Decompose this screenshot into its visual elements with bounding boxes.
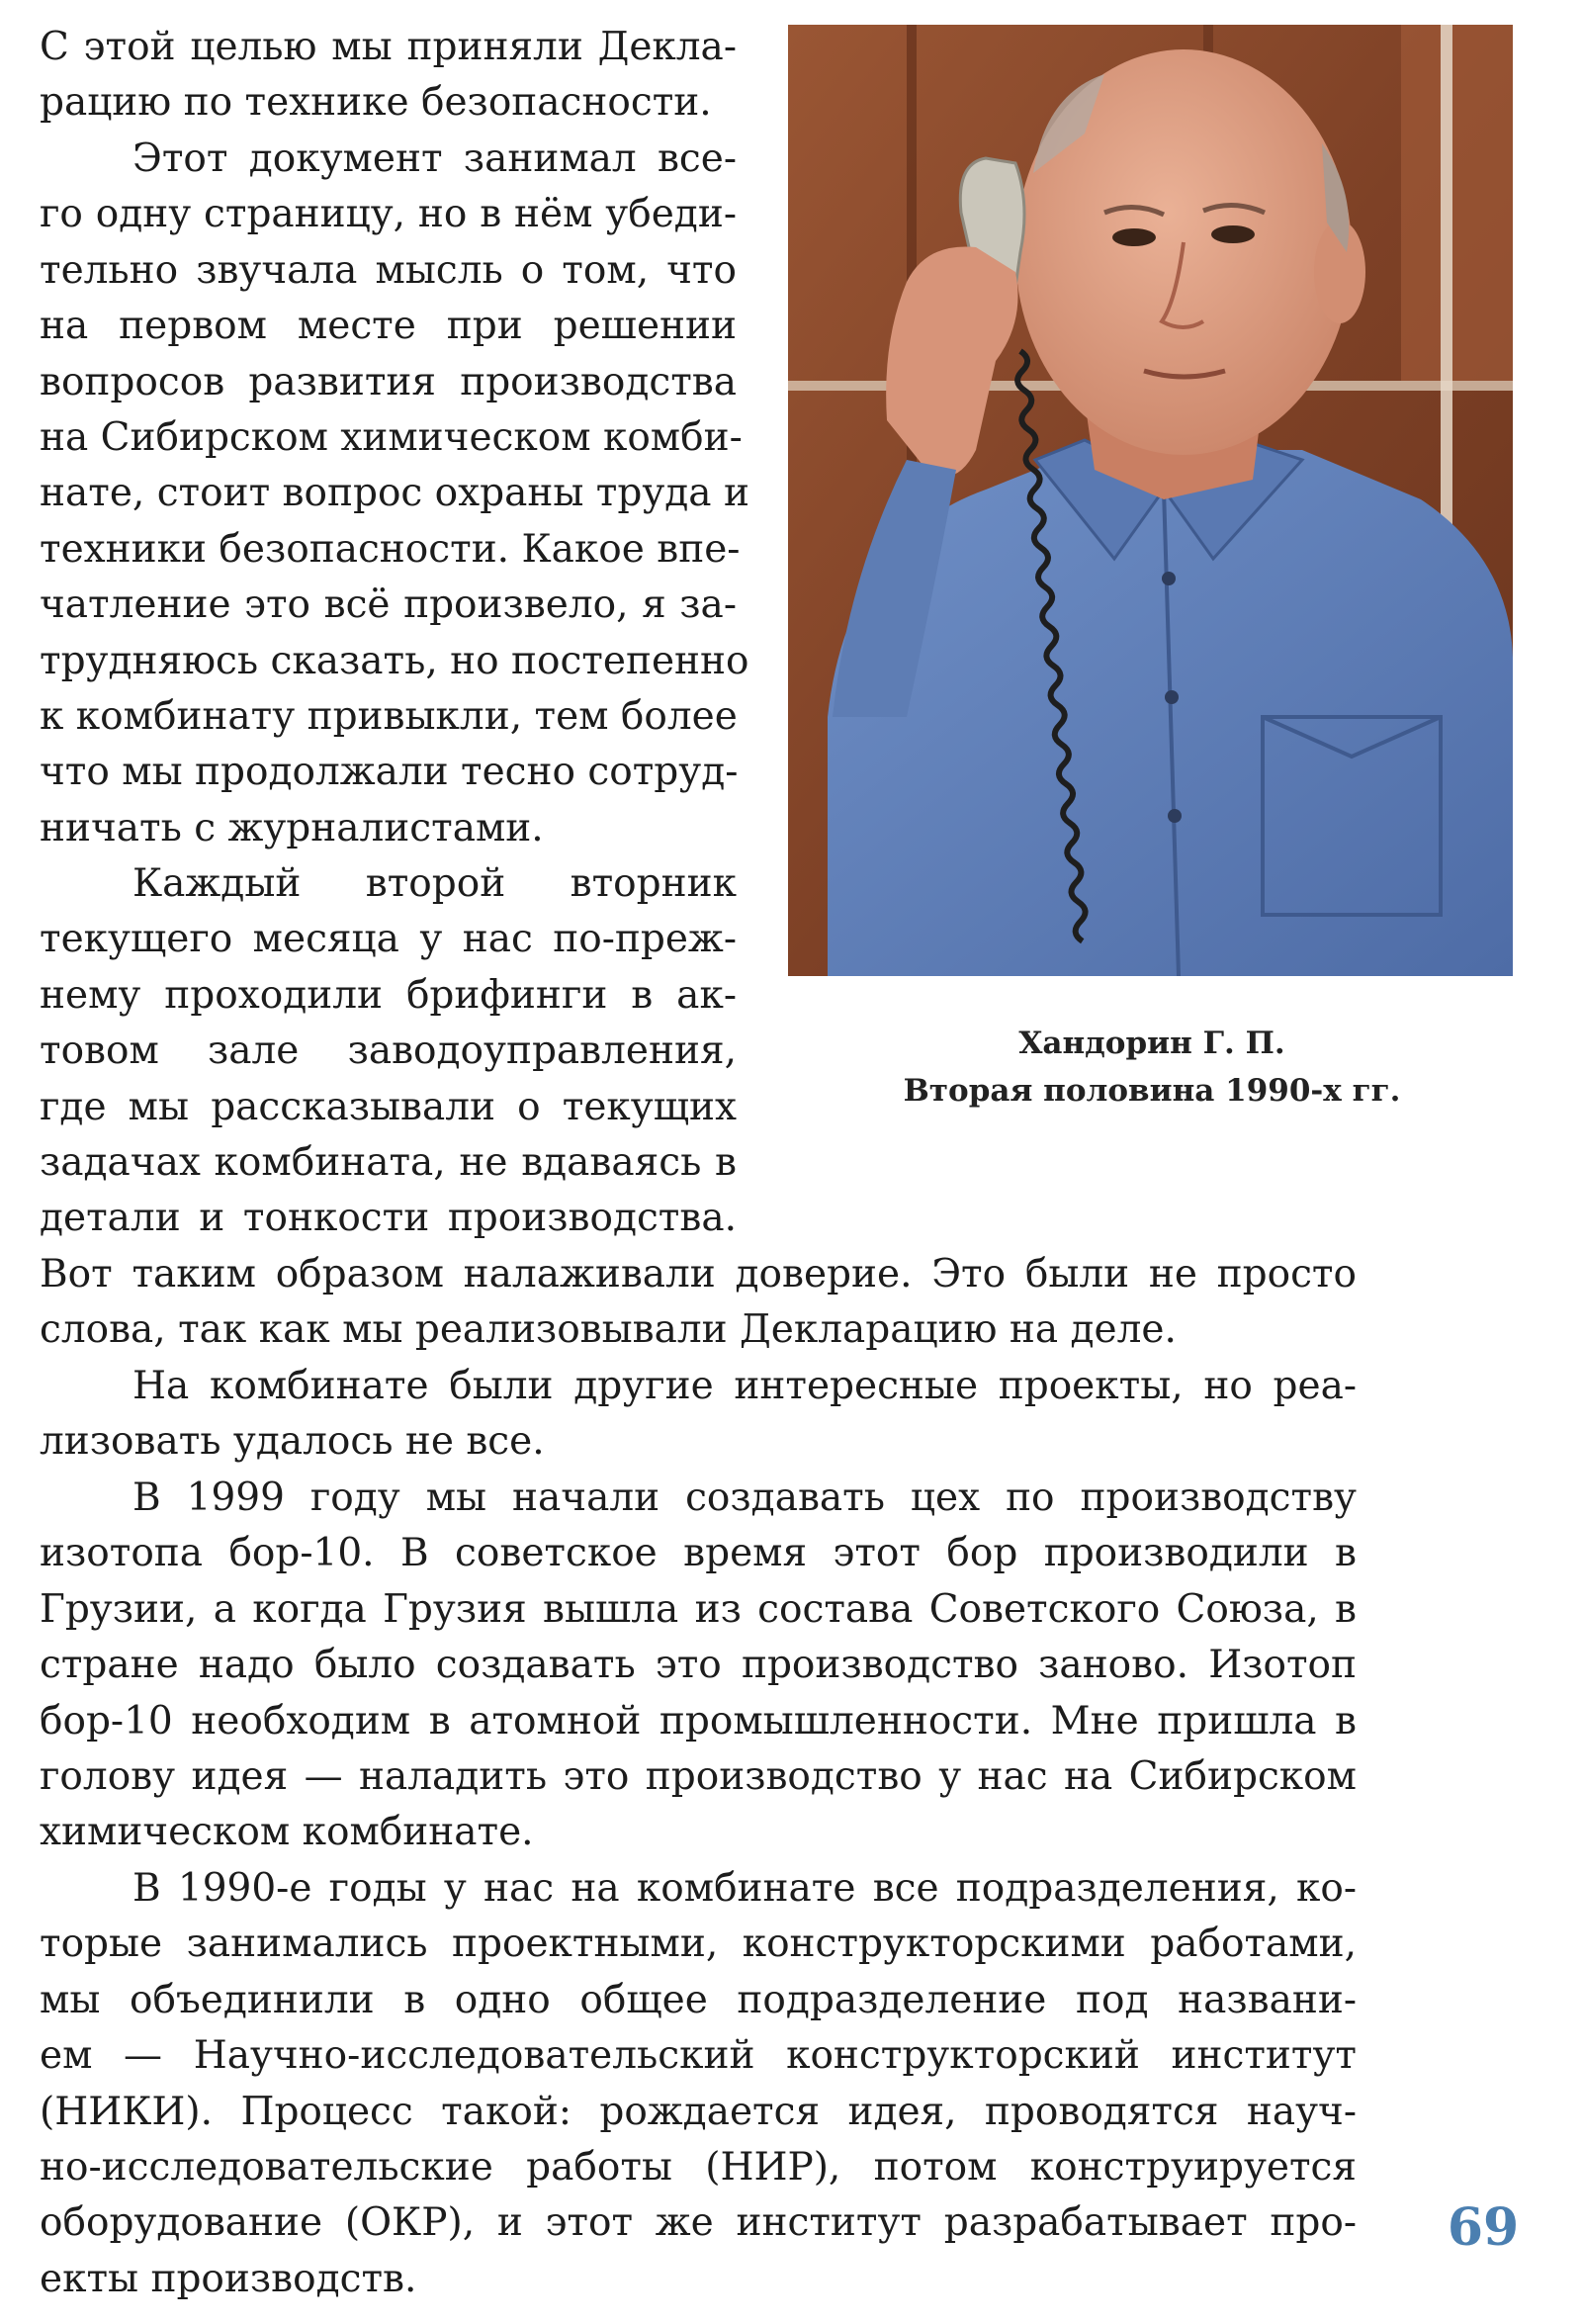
text-line: (НИКИ). Процесс такой: рождается идея, проводятся науч- (40, 2089, 1357, 2134)
text-line: лизовать удалось не все. (40, 1419, 545, 1465)
text-line: Вот таким образом налаживали доверие. Это были не просто (40, 1252, 1357, 1296)
paragraph-6 (40, 1861, 1357, 2307)
text-line: тельно звучала мысль о том, что (40, 247, 737, 293)
text-line: что мы продолжали тесно сотруд- (40, 750, 739, 795)
text-line: торые занимались проектными, конструкторскими работами, (40, 1922, 1357, 1967)
page-number: 69 (1447, 2197, 1520, 2258)
text-line: Грузии, а когда Грузия вышла из состава Советского Союза, в (40, 1586, 1357, 1632)
text-line: На комбинате были другие интересные проекты, но реа- (132, 1364, 1357, 1408)
text-line: С этой целью мы приняли Декла- (40, 25, 737, 69)
text-line: чатление это всё произвело, я за- (40, 582, 737, 628)
text-line: слова, так как мы реализовывали Декларацию на деле. (40, 1307, 1177, 1353)
text-line: трудняюсь сказать, но постепенно (40, 638, 749, 683)
text-line: стране надо было создавать это производство заново. Изотоп (40, 1643, 1357, 1688)
caption-period: Вторая половина 1990-х гг. (903, 1073, 1401, 1109)
text-line: на первом месте при решении (40, 304, 737, 349)
text-line: ничать с журналистами. (40, 805, 544, 850)
text-line: екты производств. (40, 2256, 417, 2301)
text-line: но-исследовательские работы (НИР), потом конструируется (40, 2145, 1357, 2190)
text-line: нате, стоит вопрос охраны труда и (40, 471, 749, 516)
text-line: к комбинату привыкли, тем более (40, 694, 738, 740)
text-line: где мы рассказывали о текущих (40, 1084, 737, 1129)
paragraph-3 (40, 856, 737, 1247)
caption-name: Хандорин Г. П. (1018, 1026, 1285, 1061)
text-line: Этот документ занимал все- (132, 136, 737, 181)
text-line: В 1990-е годы у нас на комбинате все подразделения, ко- (132, 1866, 1357, 1911)
text-line: товом зале заводоуправления, (40, 1028, 737, 1074)
text-line: вопросов развития производства (40, 359, 737, 404)
paragraph-2 (40, 132, 749, 856)
text-line: задачах комбината, не вдаваясь в (40, 1140, 737, 1186)
text-line: изотопа бор-10. В советское время этот бор производили в (40, 1531, 1357, 1576)
text-line: рацию по технике безопасности. (40, 80, 712, 126)
photo-caption (826, 1020, 1478, 1115)
text-line: мы объединили в одно общее подразделение под названи- (40, 1977, 1357, 2022)
text-line: химическом комбинате. (40, 1810, 534, 1855)
text-line: оборудование (ОКР), и этот же институт разрабатывает про- (40, 2200, 1357, 2246)
paragraph-1 (40, 20, 737, 132)
text-line: техники безопасности. Какое впе- (40, 526, 741, 572)
text-line: Каждый второй вторник (132, 861, 737, 906)
text-line: на Сибирском химическом комби- (40, 415, 743, 461)
paragraph-4 (40, 1359, 1357, 1471)
text-line: голову идея — наладить это производство у нас на Сибирском (40, 1754, 1357, 1800)
text-line: бор-10 необходим в атомной промышленности. Мне пришла в (40, 1698, 1357, 1743)
text-line: го одну страницу, но в нём убеди- (40, 192, 737, 237)
paragraph-5 (40, 1471, 1357, 1861)
text-line: текущего месяца у нас по-преж- (40, 917, 737, 962)
paragraph-3-continued (40, 1247, 1357, 1359)
portrait-photo-icon (788, 25, 1513, 976)
text-line: нему проходили брифинги в ак- (40, 972, 737, 1018)
text-line: В 1999 году мы начали создавать цех по производству (132, 1475, 1357, 1520)
text-line: детали и тонкости производства. (40, 1196, 737, 1241)
text-line: ем — Научно-исследовательский конструкторский институт (40, 2033, 1357, 2079)
